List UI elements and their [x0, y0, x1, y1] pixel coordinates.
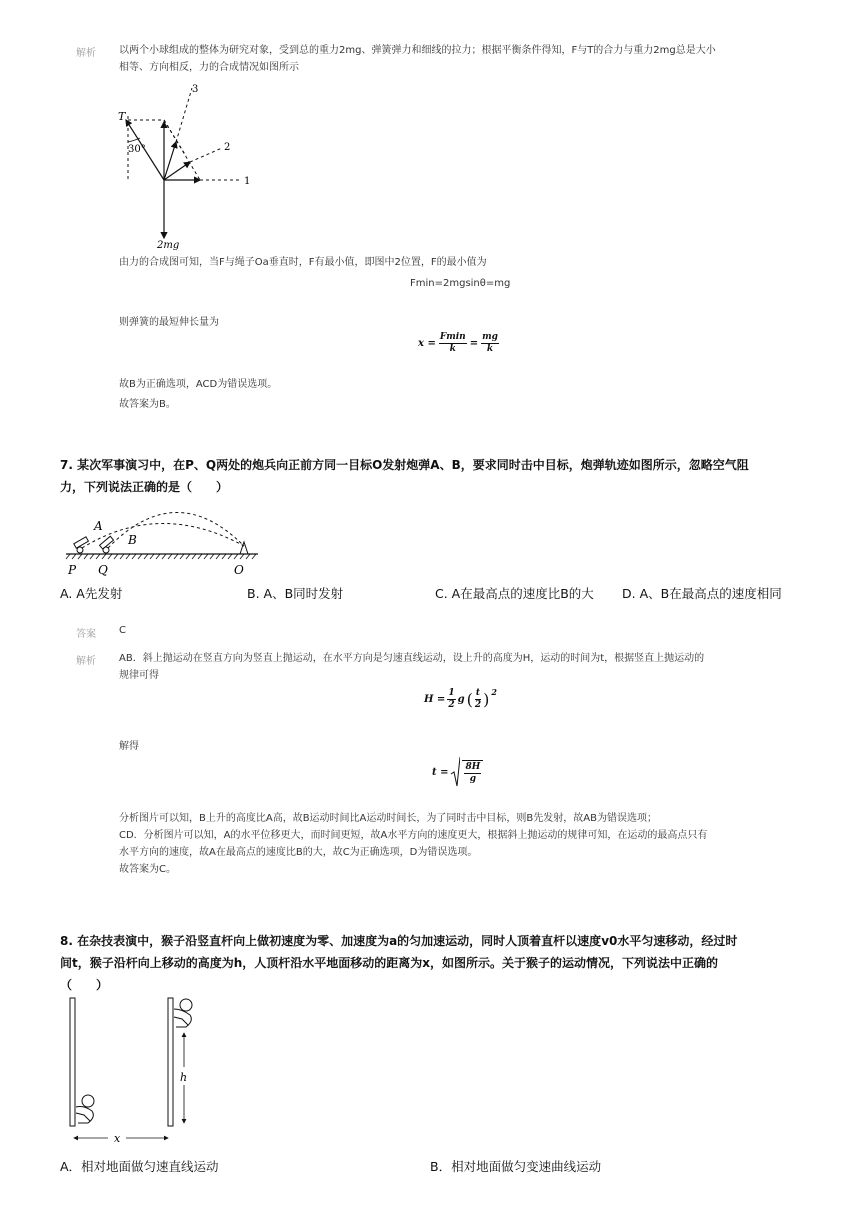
label-x: x — [114, 1132, 121, 1145]
analysis-label: 解析 — [76, 48, 96, 59]
q7-option-a[interactable]: A. A先发射 — [60, 586, 123, 601]
q8-monkey-figure — [60, 995, 210, 1147]
q7-analysis-label: 解析 — [76, 656, 96, 667]
label-q: Q — [98, 563, 108, 577]
label-1: 1 — [244, 176, 251, 187]
label-angle: 30° — [128, 144, 146, 155]
t-equation: t = $\frac{8H}{g}$ — [432, 756, 483, 788]
sqrt-sign — [450, 756, 460, 788]
force-diagram — [112, 80, 272, 252]
q7-analysis-text-2: 分析图片可以知，B上升的高度比A高，故B运动时间比A运动时间长，为了同时击中目标，则B先发射，故AB为错误选项； CD．分析图片可以知，A的水平位移更大，而时间更短，故A水平方向的速度更大，根据斜上抛运动的规律可知，在运动的最高点只有 水平方向的速度，故A在最高点的速度比B的大，故C为正确选项，D为错误选项。 故答案为C。 — [119, 813, 708, 875]
monkey-top — [174, 999, 192, 1027]
conclusion-2: 故答案为B。 — [119, 399, 176, 410]
label-t: T — [118, 110, 126, 123]
answer-label: 答案 — [76, 629, 96, 640]
q8-option-b[interactable]: B．相对地面做匀变速曲线运动 — [430, 1159, 602, 1174]
q7-option-c[interactable]: C. A在最高点的速度比B的大 — [435, 586, 594, 601]
spring-text: 则弹簧的最短伸长量为 — [119, 317, 219, 328]
h-equation: H = $\frac{1}{2}$ g ( $\frac{t}{2}$ ) $^2$ — [424, 686, 497, 710]
q8-stem: 8. 在杂技表演中，猴子沿竖直杆向上做初速度为零、加速度为a的匀加速运动，同时人顶着直杆以速度v0水平匀速移动，经过时 间t，猴子沿杆向上移动的高度为h，人顶杆沿水平地面移动的距离为x，如图所示。关于猴子的运动情况，下列说法中正确的 （ ） — [60, 934, 738, 992]
monkey-bottom — [76, 1095, 94, 1123]
x-equation: x = $\frac{Fmin}{k}$ = $\frac{mg}{k}$ — [418, 332, 498, 354]
q7-stem: 7. 某次军事演习中，在P、Q两处的炮兵向正前方同一目标O发射炮弹A、B，要求同时击中目标，炮弹轨迹如图所示，忽略空气阻 力，下列说法正确的是（ ） — [60, 458, 749, 494]
label-2mg: 2mg — [157, 240, 180, 251]
analysis-text: 以两个小球组成的整体为研究对象，受到总的重力2mg、弹簧弹力和细线的拉力；根据平衡条件得知，F与T的合力与重力2mg总是大小 相等、方向相反，力的合成情况如图所示 — [119, 45, 716, 73]
answer-value: C — [119, 625, 126, 636]
label-o: O — [234, 563, 244, 577]
q7-option-b[interactable]: B. A、B同时发射 — [247, 586, 344, 601]
label-2: 2 — [224, 142, 231, 153]
solve-label: 解得 — [119, 741, 139, 752]
q7-analysis-text: AB．斜上抛运动在竖直方向为竖直上抛运动，在水平方向是匀速直线运动，设上升的高度为H，运动的时间为t，根据竖直上抛运动的 规律可得 — [119, 653, 705, 681]
label-h: h — [180, 1071, 188, 1084]
conclusion-1: 故B为正确选项，ACD为错误选项。 — [119, 379, 278, 390]
label-3: 3 — [192, 84, 199, 95]
label-a: A — [94, 519, 103, 533]
label-b: B — [128, 533, 137, 547]
q7-option-d[interactable]: D. A、B在最高点的速度相同 — [622, 586, 782, 601]
fmin-equation: Fmin=2mgsinθ=mg — [410, 278, 511, 289]
q7-trajectory-figure — [60, 506, 265, 580]
q8-option-a[interactable]: A．相对地面做匀速直线运动 — [60, 1159, 219, 1174]
label-p: P — [68, 563, 77, 577]
text-after-figure: 由力的合成图可知，当F与绳子Oa垂直时，F有最小值，即图中2位置，F的最小值为 — [119, 257, 487, 268]
